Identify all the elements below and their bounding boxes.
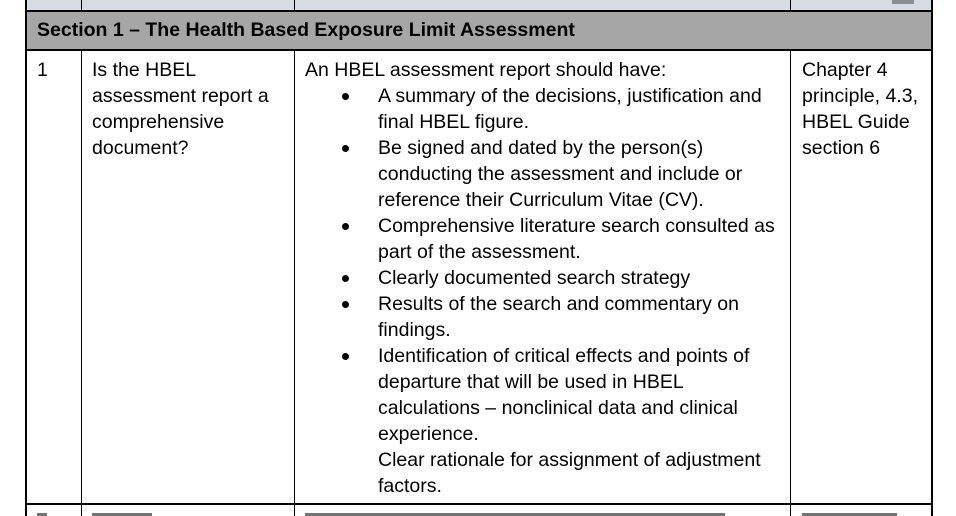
guidance-intro: An HBEL assessment report should have: [305, 59, 667, 81]
row-reference: Chapter 4 principle, 4.3, HBEL Guide section 6 [802, 59, 918, 159]
guidance-bullet-item [305, 265, 785, 291]
cut-off-header-text [892, 0, 914, 4]
row-question: Is the HBEL assessment report a comprehensive document? [92, 59, 269, 159]
bullet-icon [342, 353, 349, 360]
bullet-icon [342, 93, 349, 100]
guidance-bullet-item [305, 343, 785, 447]
table-border [931, 0, 933, 516]
column-divider [790, 0, 791, 11]
bullet-icon [342, 275, 349, 282]
guidance-bullet-item [305, 213, 785, 265]
bullet-icon [342, 145, 349, 152]
bullet-icon [342, 223, 349, 230]
section-title: Section 1 – The Health Based Exposure Limit Assessment [37, 19, 575, 41]
bullet-text: Be signed and dated by the person(s) conducting the assessment and include or reference their Curriculum Vitae (CV). [378, 137, 743, 211]
guidance-bullet-list [305, 83, 785, 447]
table-border [26, 49, 933, 51]
column-divider [790, 50, 791, 516]
table-border [26, 10, 933, 12]
bullet-text: Results of the search and commentary on findings. [378, 293, 739, 341]
bullet-text: Identification of critical effects and points of departure that will be used in HBEL calculations – nonclinical data and clinical experience. [378, 345, 750, 445]
bullet-icon [342, 301, 349, 308]
bullet-text: Comprehensive literature search consulted as part of the assessment. [378, 215, 775, 263]
row-guidance [305, 57, 785, 499]
guidance-bullet-item [305, 83, 785, 135]
column-divider [294, 0, 295, 11]
table-border [25, 0, 27, 516]
guidance-bullet-item [305, 135, 785, 213]
guidance-trailing-text: Clear rationale for assignment of adjustment factors. [378, 449, 761, 497]
bullet-text: Clearly documented search strategy [378, 267, 691, 289]
column-divider [81, 50, 82, 516]
guidance-bullet-item [305, 291, 785, 343]
column-divider [81, 0, 82, 11]
column-divider [294, 50, 295, 516]
row-number: 1 [37, 59, 48, 81]
table-border [26, 503, 933, 505]
bullet-text: A summary of the decisions, justification and final HBEL figure. [378, 85, 762, 133]
